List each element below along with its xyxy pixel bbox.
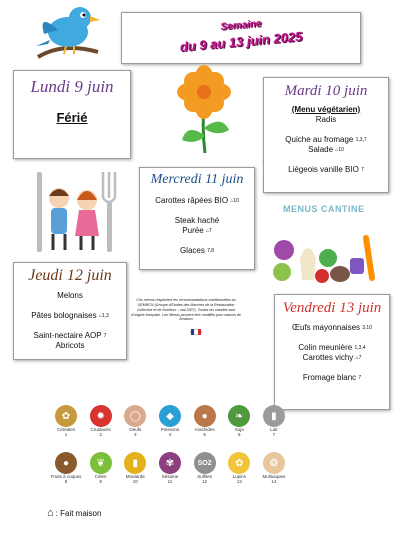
nutrition-note: Ces menus respectent les recommandations nutritionnelles du GEMRCN (Groupe d'Etudes des Marchés de la Restauration Collective et de Nutrition – mai 2007). Toutes les viandes sont d'origine française. Les Menus peuvent être modifiés pour raisons de livraison (131, 298, 241, 322)
menu-item: Saint-nectaire AOP $^7$ (33, 331, 107, 340)
soy-icon: ❧ (228, 405, 250, 427)
day-card-mardi (263, 77, 389, 193)
day-card-vendredi (274, 294, 390, 410)
day-title: Jeudi 12 juin (28, 267, 112, 284)
day-title: Mardi 10 juin (284, 83, 368, 99)
allergen-item: SO2 Sulfites 12 (189, 452, 221, 485)
fish-icon: ◆ (159, 405, 181, 427)
menu-item: Steak haché (174, 216, 220, 225)
allergen-item: ▮ Moutarde 10 (119, 452, 151, 485)
allergen-item: ❂ Mollusques 14 (258, 452, 290, 485)
day-card-mercredi (139, 167, 255, 270)
day-title: Vendredi 13 juin (282, 300, 382, 316)
milk-icon: ▮ (263, 405, 285, 427)
lupin-icon: ✿ (228, 452, 250, 474)
house-made-icon: ⌂ (98, 313, 102, 319)
day-card-jeudi (13, 262, 127, 360)
allergen-item: ✿ Céréales 1 (50, 405, 82, 438)
house-made-icon: ⌂ (47, 507, 54, 519)
house-made-icon: ⌂ (230, 198, 234, 204)
week-banner (121, 12, 361, 64)
flower-illustration (167, 65, 242, 155)
allergen-item: ● Fruits à coques 8 (50, 452, 82, 485)
menu-item: Quiche au fromage $^{1,3,7}$ (285, 135, 367, 144)
mustard-icon: ▮ (124, 452, 146, 474)
menu-item: Œufs mayonnaises $^{3,10}$ (292, 323, 372, 332)
menu-item: Carottes vichy $^{⌂7}$ (302, 353, 362, 362)
celery-icon: ❦ (90, 452, 112, 474)
ferie-label: Férié (56, 110, 88, 125)
week-line1: Semaine (220, 18, 262, 33)
allergen-item: ● Arachides 5 (189, 405, 221, 438)
france-flag-logo (188, 326, 204, 338)
egg-icon: ◯ (124, 405, 146, 427)
menu-item: Melons (57, 291, 83, 300)
children-cutlery-illustration (23, 168, 125, 256)
day-title: Mercredi 11 juin (150, 172, 244, 187)
menu-subtitle: (Menu végétarien) (291, 105, 361, 114)
allergen-row-1 (50, 405, 290, 438)
allergen-item: ▮ Lait 7 (258, 405, 290, 438)
menu-item: Carottes râpées BIO $^{⌂10}$ (155, 196, 239, 205)
vegetables-illustration (270, 228, 380, 286)
day-card-lundi (13, 70, 131, 159)
sulfites-icon: SO2 (194, 452, 216, 474)
house-made-icon: ⌂ (335, 147, 339, 153)
menu-item: Abricots (55, 341, 85, 350)
allergen-item: ✿ Lupins 13 (223, 452, 255, 485)
week-line2: du 9 au 13 juin 2025 (179, 28, 303, 55)
menu-item: Colin meunière $^{1,3,4}$ (298, 343, 366, 352)
shell-icon: ❂ (263, 452, 285, 474)
peanut-icon: ● (194, 405, 216, 427)
menu-item: Liégeois vanille BIO $^7$ (288, 165, 364, 174)
allergen-item: ❧ Soja 6 (223, 405, 255, 438)
day-title: Lundi 9 juin (30, 77, 114, 96)
menu-item: Fromage blanc $^7$ (302, 373, 362, 382)
menu-item: Glaces $^{7,8}$ (179, 246, 215, 255)
wheat-icon: ✿ (55, 405, 77, 427)
nuts-icon: ● (55, 452, 77, 474)
menu-item: Pâtes bolognaises $^{⌂1,3}$ (31, 311, 109, 320)
house-made-icon: ⌂ (355, 355, 359, 361)
menu-item: Purée $^{⌂7}$ (182, 226, 212, 235)
house-made-legend: ⌂ : Fait maison (47, 507, 102, 519)
allergen-item: ❦ Céleri 9 (85, 452, 117, 485)
house-made-icon: ⌂ (205, 228, 209, 234)
allergen-item: ◯ Oeufs 3 (119, 405, 151, 438)
allergen-item: ✹ Crustacés 2 (85, 405, 117, 438)
allergen-row-2 (50, 452, 290, 485)
allergen-item: ✾ Sésame 11 (154, 452, 186, 485)
crab-icon: ✹ (90, 405, 112, 427)
menus-cantine-label: MENUS CANTINE (283, 204, 365, 214)
menu-item: Salade $^{⌂10}$ (308, 145, 344, 154)
allergen-item: ◆ Poissons 4 (154, 405, 186, 438)
bird-illustration (28, 2, 103, 64)
menu-item: Radis (315, 115, 337, 124)
sesame-icon: ✾ (159, 452, 181, 474)
